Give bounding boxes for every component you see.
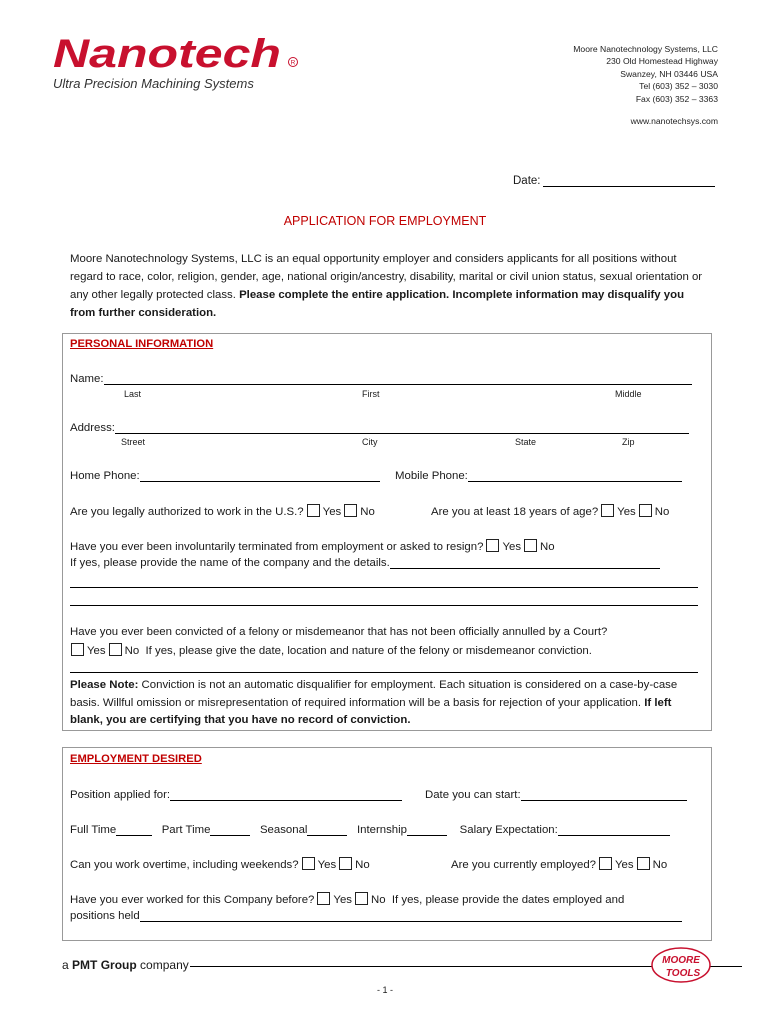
website-link[interactable]: www.nanotechsys.com (630, 116, 718, 126)
mobile-phone-field[interactable]: Mobile Phone: (395, 469, 682, 482)
position-field[interactable]: Position applied for: (70, 788, 402, 801)
worked-before-question: Have you ever worked for this Company before? Yes No If yes, please provide the dates employed and (70, 894, 625, 906)
overtime-question: Can you work overtime, including weekends? Yes No (70, 859, 370, 871)
moore-tools-logo (650, 946, 712, 984)
svg-text:TOOLS: TOOLS (665, 968, 701, 979)
svg-text:MOORE: MOORE (662, 955, 700, 966)
page-title: APPLICATION FOR EMPLOYMENT (283, 214, 487, 228)
conviction-note: Please Note: Conviction is not an automatic disqualifier for employment. Each situation is considered on a case-by-case basis. Willful omission or misrepresentation of required information will be a basis for rejection of your application. If left blank, you are certifying that you have no record of conviction. (70, 679, 678, 726)
seasonal-blank[interactable] (307, 823, 347, 836)
felony-details-line[interactable] (70, 672, 698, 673)
age-yes-checkbox[interactable] (601, 504, 614, 517)
terminated-line-2[interactable] (70, 605, 698, 606)
start-date-field[interactable]: Date you can start: (425, 788, 687, 801)
pmt-group-footer: a PMT Group company (62, 958, 189, 972)
felony-yes-checkbox[interactable] (71, 643, 84, 656)
address-state-caption: State (515, 437, 537, 447)
employed-yes-checkbox[interactable] (599, 857, 612, 870)
company-address: Moore Nanotechnology Systems, LLC 230 Old Homestead Highway Swanzey, NH 03446 USA Tel (603) 352 – 3030 Fax (603) 352 – 3363 (573, 44, 718, 104)
employed-no-checkbox[interactable] (637, 857, 650, 870)
footer-rule (190, 966, 658, 967)
overtime-yes-checkbox[interactable] (302, 857, 315, 870)
terminated-line-1[interactable] (70, 587, 698, 588)
address-field[interactable]: Address: (70, 421, 689, 434)
svg-text:Nanotech: Nanotech (53, 36, 281, 72)
intro-paragraph: Moore Nanotechnology Systems, LLC is an equal opportunity employer and considers applicants for all positions without regard to race, color, religion, gender, age, national origin/ancestry, disability, marital or civil union status, sexual orientation or any other legally protected class. Please complete the entire application. Incomplete information may disqualify you from further consideration. (70, 253, 703, 319)
terminated-no-checkbox[interactable] (524, 539, 537, 552)
employment-heading: EMPLOYMENT DESIRED (70, 753, 202, 765)
name-last-caption: Last (124, 389, 142, 399)
full-time-blank[interactable] (116, 823, 152, 836)
worked-before-yes-checkbox[interactable] (317, 892, 330, 905)
authorized-yes-checkbox[interactable] (307, 504, 320, 517)
date-field[interactable]: Date: (513, 175, 715, 187)
authorized-question: Are you legally authorized to work in the U.S.? Yes No (70, 506, 375, 518)
footer-rule-right (708, 966, 742, 967)
worked-before-no-checkbox[interactable] (355, 892, 368, 905)
nanotech-logo (53, 36, 303, 72)
home-phone-field[interactable]: Home Phone: (70, 469, 380, 482)
part-time-blank[interactable] (210, 823, 250, 836)
authorized-no-checkbox[interactable] (344, 504, 357, 517)
salary-blank[interactable] (558, 823, 670, 836)
positions-held-field[interactable]: positions held (70, 909, 682, 922)
page-number: - 1 - (376, 985, 393, 995)
age-question: Are you at least 18 years of age? Yes No (431, 506, 670, 518)
address-street-caption: Street (121, 437, 146, 447)
job-type-row: Full Time Part Time Seasonal Internship Salary Expectation: (70, 823, 670, 836)
name-first-caption: First (362, 389, 380, 399)
address-zip-caption: Zip (622, 437, 635, 447)
terminated-question: Have you ever been involuntarily terminated from employment or asked to resign? Yes No (70, 541, 555, 553)
name-middle-caption: Middle (615, 389, 642, 399)
internship-blank[interactable] (407, 823, 447, 836)
terminated-details-field[interactable]: If yes, please provide the name of the company and the details. (70, 556, 660, 569)
overtime-no-checkbox[interactable] (339, 857, 352, 870)
tagline: Ultra Precision Machining Systems (53, 76, 254, 91)
employed-question: Are you currently employed? Yes No (451, 859, 668, 871)
felony-answer-row: Yes No If yes, please give the date, location and nature of the felony or misdemeanor conviction. (68, 643, 592, 657)
felony-no-checkbox[interactable] (109, 643, 122, 656)
felony-question: Have you ever been convicted of a felony or misdemeanor that has not been officially annulled by a Court? (70, 626, 608, 638)
personal-heading: PERSONAL INFORMATION (70, 338, 214, 350)
terminated-yes-checkbox[interactable] (486, 539, 499, 552)
name-field[interactable]: Name: (70, 372, 692, 385)
svg-text:R: R (290, 59, 296, 67)
age-no-checkbox[interactable] (639, 504, 652, 517)
address-city-caption: City (362, 437, 378, 447)
